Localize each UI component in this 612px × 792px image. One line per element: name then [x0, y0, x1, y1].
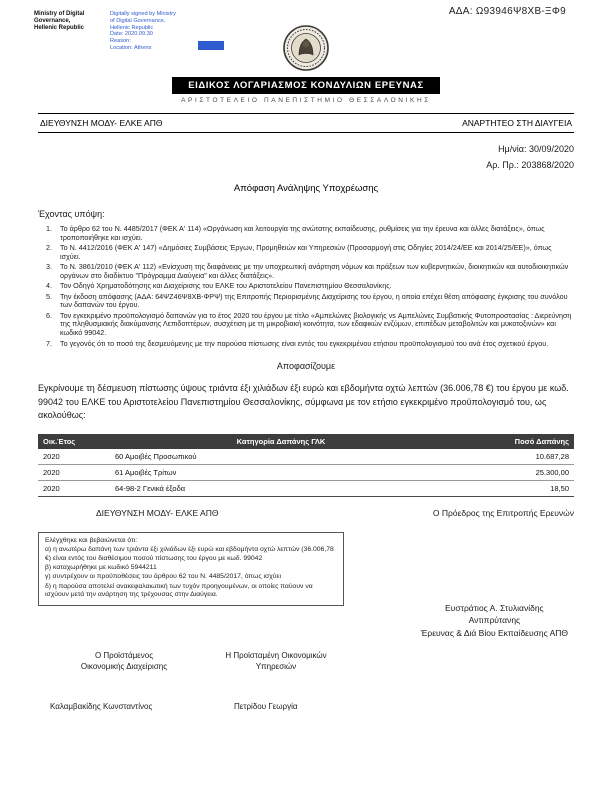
item-text: Το γεγονός ότι το ποσό της δεσμευόμενης με την παρούσα πίστωσης είναι εντός του εγκεκριμένου ετήσιου προϋπολογισμού του ανά έτος σχετικού έργου.	[60, 338, 549, 348]
cell-year: 2020	[38, 449, 110, 465]
ministry-line: Ministry of Digital	[34, 11, 85, 17]
verification-line-b: β) καταχωρήθηκε με κωδικό 5944211	[45, 564, 157, 572]
item-text: Την έκδοση απόφασης (ΑΔΑ: 64ΨΖ46Ψ8ΧΒ-ΦΡΨ) της Επιτροπής Περιορισμένης Διαχείρισης του έργου, η οποία επέχει θέση απόφασης έγκρισης του συνόλου των δαπανών του έργου.	[60, 291, 568, 310]
president-role-1: Αντιπρύτανης	[468, 615, 521, 626]
president-name: Ευστράτιος Α. Στυλιανίδης	[445, 602, 544, 613]
item-number: 2.	[46, 243, 52, 253]
president-signature-block	[421, 602, 568, 640]
table-header	[38, 434, 574, 449]
university-seal-icon	[282, 24, 330, 72]
signature-line: of Digital Governance,	[110, 17, 166, 24]
item-number: 3.	[46, 262, 52, 272]
column-header-year: Οικ.Έτος	[38, 434, 110, 449]
cell-amount: 25.300,00	[452, 464, 574, 480]
services-head-title-line: Υπηρεσιών	[255, 661, 297, 671]
signature-line: Date: 2020.09.30	[110, 31, 153, 38]
verification-intro: Ελέγχθηκε και βεβαιώνεται ότι:	[45, 536, 138, 544]
ministry-line: Governance,	[34, 18, 71, 25]
list-item	[46, 225, 574, 243]
item-text: Τον Οδηγό Χρηματοδότησης και Διαχείρισης του ΕΛΚΕ του Αριστοτελείου Πανεπιστημίου Θεσσαλονίκης.	[60, 281, 392, 291]
signature-section	[38, 522, 574, 772]
signature-highlight-box	[198, 41, 224, 50]
signature-line: Hellenic Republic	[110, 24, 154, 31]
item-number: 1.	[46, 224, 52, 233]
president-title: Ο Πρόεδρος της Επιτροπής Ερευνών	[432, 507, 574, 518]
item-text: Το Ν. 4412/2016 (ΦΕΚ Α' 147) «Δημόσιες Συμβάσεις Έργων, Προμηθειών και Υπηρεσιών (Προσαρμογή στις Οδηγίες 2014/24/ΕΕ και 2014/25/ΕΕ)», όπως ισχύει.	[60, 243, 552, 261]
table-row	[38, 449, 574, 465]
cell-category: 60 Αμοιβές Προσωπικού	[110, 449, 452, 465]
item-text: Τον εγκεκριμένο προϋπολογισμό δαπανών για το έτος 2020 του έργου με τίτλο «Αμπελώνες βιολογικής vs Αμπελώνες Συμβατικής Φυτοπροστασίας : Διερεύνηση της πληθυσμιακής διακύμανσης Λεπιδοπτέρων, συσχέτιση με τη μικροβιακή κοινότητα, των εδαφικών ενζύμων, επιπέδων μεταβολιτών και μυκοτοξινών» και κωδικό 99042.	[60, 310, 572, 338]
having-regard-label: Έχοντας υπόψη:	[38, 209, 105, 219]
list-item	[46, 263, 574, 281]
list-item	[46, 282, 574, 291]
divider	[38, 132, 574, 133]
finance-head-name: Καλαμβακίδης Κωνσταντίνος	[50, 701, 153, 711]
verification-line-d: δ) η παρούσα αποτελεί ανακεφαλαιωτική των τυχόν προηγουμένων, οι οποίες παύουν να ισχύουν μετά την ανάρτηση της τρέχουσας στην Διαύγεια.	[45, 582, 313, 599]
verification-box	[38, 532, 344, 606]
signature-line: Location: Athens	[110, 44, 152, 51]
column-header-amount: Ποσό Δαπάνης	[452, 434, 574, 449]
department-row	[38, 114, 574, 132]
signature-details	[110, 11, 220, 52]
ministry-line: Hellenic Republic	[34, 25, 85, 32]
finance-head-title	[68, 650, 180, 672]
list-item	[46, 244, 574, 262]
verification-line-a: α) η ανωτέρω δαπάνη των τριάντα έξι χιλιάδων έξι ευρώ και εβδομήντα οχτώ λεπτών (36.006,78 €) είναι εντός του διαθέσιμου ποσού πίστωσης του έργου με κωδ. 99042	[45, 546, 334, 562]
cell-amount: 10.687,28	[452, 449, 574, 465]
department-label: ΔΙΕΥΘΥΝΣΗ ΜΟΔΥ- ΕΛΚΕ ΑΠΘ	[40, 118, 163, 128]
org-title-bar: ΕΙΔΙΚΟΣ ΛΟΓΑΡΙΑΣΜΟΣ ΚΟΝΔΥΛΙΩΝ ΕΡΕΥΝΑΣ	[172, 77, 440, 94]
column-header-category: Κατηγορία Δαπάνης ΓΛΚ	[110, 434, 452, 449]
services-head-title-line: Η Προϊσταμένη Οικονομικών	[225, 650, 327, 660]
org-subtitle: ΑΡΙΣΤΟΤΕΛΕΙΟ ΠΑΝΕΠΙΣΤΗΜΙΟ ΘΕΣΣΑΛΟΝΙΚΗΣ	[181, 97, 431, 104]
list-item	[46, 312, 574, 338]
ministry-stamp-text	[34, 11, 98, 52]
cell-amount: 18,50	[452, 480, 574, 496]
item-text: Το άρθρο 62 του Ν. 4485/2017 (ΦΕΚ Α' 114) «Οργάνωση και λειτουργία της ανώτατης εκπαίδευσης, ρυθμίσεις για την έρευνα και άλλες διατάξεις», όπως τροποποιήθηκε και ισχύει.	[60, 224, 545, 242]
item-number: 4.	[46, 281, 52, 291]
cell-category: 61 Αμοιβές Τρίτων	[110, 464, 452, 480]
finance-head-title-line: Ο Προϊστάμενος	[94, 650, 154, 660]
legal-basis-list	[38, 225, 574, 348]
item-text: Το Ν. 3861/2010 (ΦΕΚ Α' 112) «Ενίσχυση της διαφάνειας με την υποχρεωτική ανάρτηση νόμων και πράξεων των κυβερνητικών, διοικητικών και αυτοδιοικητικών οργάνων στο διαδίκτυο "Πρόγραμμα Διαύγεια" και άλλες διατάξεις».	[60, 262, 569, 280]
document-meta	[38, 141, 574, 173]
document-date: Ημ/νία: 30/09/2020	[498, 144, 574, 154]
verification-line-c: γ) συντρέχουν οι προϋποθέσεις του άρθρου 62 του Ν. 4485/2017, όπως ισχύει	[45, 573, 282, 581]
post-table-row	[38, 508, 574, 518]
digital-signature-stamp	[34, 11, 234, 52]
ada-number: ΑΔΑ: Ω93946Ψ8ΧΒ-ΞΦ9	[448, 6, 566, 17]
finance-head-title-line: Οικονομικής Διαχείρισης	[80, 661, 168, 671]
president-role-2: Έρευνας & Διά Βίου Εκπαίδευσης ΑΠΘ	[420, 627, 568, 638]
list-item	[46, 340, 574, 349]
cell-category: 64-98-2 Γενικά έξοδα	[110, 480, 452, 496]
cell-year: 2020	[38, 480, 110, 496]
decision-paragraph: Εγκρίνουμε τη δέσμευση πίστωσης ύψους τριάντα έξι χιλιάδων έξι ευρώ και εβδομήντα οχτώ λεπτών (36.006,78 €) του έργου με κωδ. 99042 του ΕΛΚΕ του Αριστοτελείου Πανεπιστημίου Θεσσαλονίκης, σύμφωνα με τον ετήσιο εγκεκριμένο προϋπολογισμό του, ως ακολούθως:	[38, 383, 569, 421]
item-number: 6.	[46, 310, 52, 320]
table-row	[38, 464, 574, 480]
item-number: 7.	[46, 338, 52, 348]
signature-line: Digitally signed by Ministry	[110, 11, 176, 17]
document-title: Απόφαση Ανάληψης Υποχρέωσης	[233, 183, 379, 194]
list-item	[46, 293, 574, 311]
services-head-name: Πετρίδου Γεωργία	[234, 701, 298, 711]
cell-year: 2020	[38, 464, 110, 480]
diavgeia-label: ΑΝΑΡΤΗΤΕΟ ΣΤΗ ΔΙΑΥΓΕΙΑ	[462, 118, 572, 128]
services-head-title	[210, 650, 342, 672]
protocol-number: Αρ. Πρ.: 203868/2020	[486, 160, 574, 170]
decision-heading: Αποφασίζουμε	[276, 361, 336, 372]
department-label-footer: ΔΙΕΥΘΥΝΣΗ ΜΟΔΥ- ΕΛΚΕ ΑΠΘ	[96, 507, 219, 518]
signature-line: Reason:	[110, 38, 131, 45]
item-number: 5.	[46, 291, 52, 301]
budget-table	[38, 434, 574, 497]
table-row	[38, 480, 574, 496]
